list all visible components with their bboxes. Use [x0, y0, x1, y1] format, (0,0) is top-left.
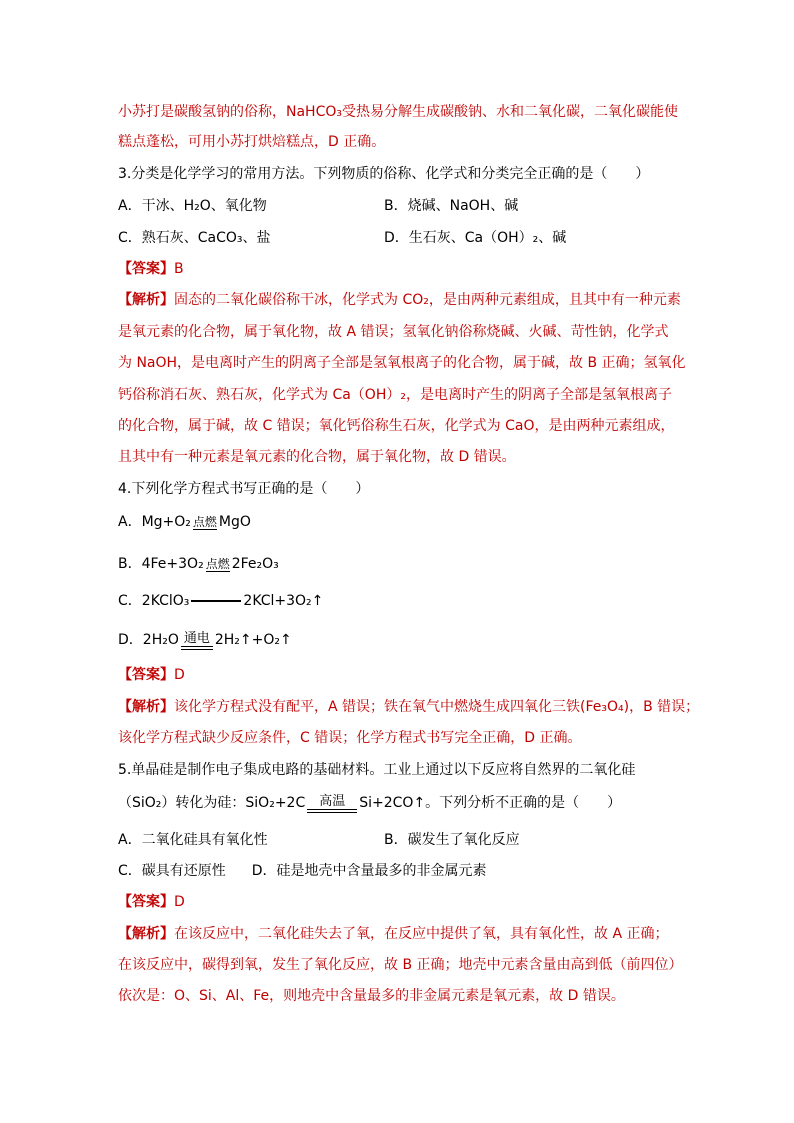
q5-option-d: D．硅是地壳中含量最多的非金属元素 — [251, 863, 487, 879]
condition-text: 点燃 — [205, 557, 230, 571]
equation-products: MgO — [218, 514, 251, 530]
q5-analysis-line-3: 依次是：O、Si、Al、Fe，则地壳中含量最多的非金属元素是氧元素，故 D 错误。 — [118, 988, 625, 1004]
equation-products: 2Fe₂O₃ — [231, 556, 279, 572]
analysis-label: 【解析】 — [118, 699, 174, 715]
q4-option-c — [118, 591, 323, 611]
q4-analysis-line-2: 该化学方程式缺少反应条件，C 错误；化学方程式书写完全正确，D 正确。 — [118, 730, 582, 746]
stem-text: Si+2CO↑。下列分析不正确的是（ ） — [359, 795, 622, 811]
reaction-condition — [179, 628, 215, 650]
q5-option-a: A．二氧化硅具有氧化性 — [118, 832, 268, 848]
equation-reactants: 4Fe+3O₂ — [141, 556, 204, 572]
answer-label: 【答案】 — [118, 667, 174, 683]
q4-analysis-line-1 — [118, 697, 699, 717]
option-label: B． — [118, 556, 142, 572]
q5-analysis-line-1 — [118, 924, 668, 944]
q5-analysis-line-2: 在该反应中，碳得到氧，发生了氧化反应，故 B 正确；地壳中元素含量由高到低（前四位） — [118, 957, 683, 973]
analysis-text: 在该反应中，二氧化硅失去了氧，在反应中提供了氧，具有氧化性，故 A 正确； — [174, 926, 669, 942]
equation-reactants: 2KClO₃ — [141, 593, 190, 609]
q3-analysis-line-3: 为 NaOH，是电离时产生的阴离子全部是氢氧根离子的化合物，属于碱，故 B 正确；氢氧化 — [118, 355, 686, 371]
answer-label: 【答案】 — [118, 894, 174, 910]
condition-text: 点燃 — [192, 515, 217, 529]
condition-text: 通电 — [183, 631, 210, 646]
q5-stem-line-2 — [118, 791, 621, 813]
q5-options-cd — [118, 861, 487, 881]
equation-products: 2H₂↑+O₂↑ — [214, 632, 292, 648]
answer-label: 【答案】 — [118, 261, 174, 277]
q2-tail-line-1: 小苏打是碳酸氢钠的俗称，NaHCO₃受热易分解生成碳酸钠、水和二氧化碳，二氧化碳能使 — [118, 104, 678, 120]
equation-reactants: 2H₂O — [142, 632, 179, 648]
analysis-text: 该化学方程式没有配平，A 错误；铁在氧气中燃烧生成四氧化三铁(Fe₃O₄)，B 错误； — [174, 699, 700, 715]
q3-analysis-line-4: 钙俗称消石灰、熟石灰，化学式为 Ca（OH）₂，是电离时产生的阴离子全部是氢氧根离子 — [118, 387, 672, 403]
equation-reactants: Mg+O₂ — [141, 514, 191, 530]
answer-value: D — [174, 667, 185, 683]
q3-option-b: B．烧碱、NaOH、碱 — [384, 198, 519, 214]
q5-option-c: C．碳具有还原性 — [118, 863, 226, 879]
q3-answer — [118, 259, 184, 279]
option-label: C． — [118, 593, 142, 609]
option-label: A． — [118, 514, 142, 530]
q4-option-a — [118, 512, 251, 532]
q3-analysis-line-6: 且其中有一种元素是氧元素的化合物，属于氧化物，故 D 错误。 — [118, 449, 516, 465]
q3-stem: 3.分类是化学学习的常用方法。下列物质的俗称、化学式和分类完全正确的是（ ） — [118, 166, 650, 182]
q4-option-b — [118, 554, 279, 574]
analysis-label: 【解析】 — [118, 292, 174, 308]
q5-stem-line-1: 5.单晶硅是制作电子集成电路的基础材料。工业上通过以下反应将自然界的二氧化硅 — [118, 762, 636, 778]
equation-products: 2KCl+3O₂↑ — [243, 593, 324, 609]
q3-option-c: C．熟石灰、CaCO₃、盐 — [118, 230, 271, 246]
analysis-label: 【解析】 — [118, 926, 174, 942]
stem-text: （SiO₂）转化为硅：SiO₂+2C — [118, 795, 306, 811]
q2-tail-line-2: 糕点蓬松，可用小苏打烘焙糕点，D 正确。 — [118, 134, 386, 150]
q5-answer — [118, 892, 185, 912]
reaction-condition — [305, 791, 359, 813]
q3-analysis-line-5: 的化合物，属于碱，故 C 错误；氧化钙俗称生石灰，化学式为 CaO，是由两种元素组成， — [118, 418, 675, 434]
answer-value: B — [174, 261, 184, 277]
q5-option-b: B．碳发生了氧化反应 — [384, 832, 520, 848]
reaction-arrow — [191, 600, 241, 602]
option-label: D． — [118, 632, 143, 648]
q3-analysis-line-2: 是氧元素的化合物，属于氧化物，故 A 错误；氢氧化钠俗称烧碱、火碱、苛性钠，化学式 — [118, 324, 669, 340]
q3-option-d: D．生石灰、Ca（OH）₂、碱 — [384, 230, 567, 246]
q4-answer — [118, 665, 185, 685]
q3-analysis-line-1 — [118, 290, 681, 310]
reaction-condition — [191, 512, 219, 532]
reaction-condition — [204, 554, 232, 574]
analysis-text: 固态的二氧化碳俗称干冰，化学式为 CO₂，是由两种元素组成，且其中有一种元素 — [174, 292, 681, 308]
q3-option-a: A．干冰、H₂O、氧化物 — [118, 198, 267, 214]
q4-stem: 4.下列化学方程式书写正确的是（ ） — [118, 481, 370, 497]
q4-option-d — [118, 628, 292, 650]
condition-text: 高温 — [319, 794, 346, 809]
answer-value: D — [174, 894, 185, 910]
